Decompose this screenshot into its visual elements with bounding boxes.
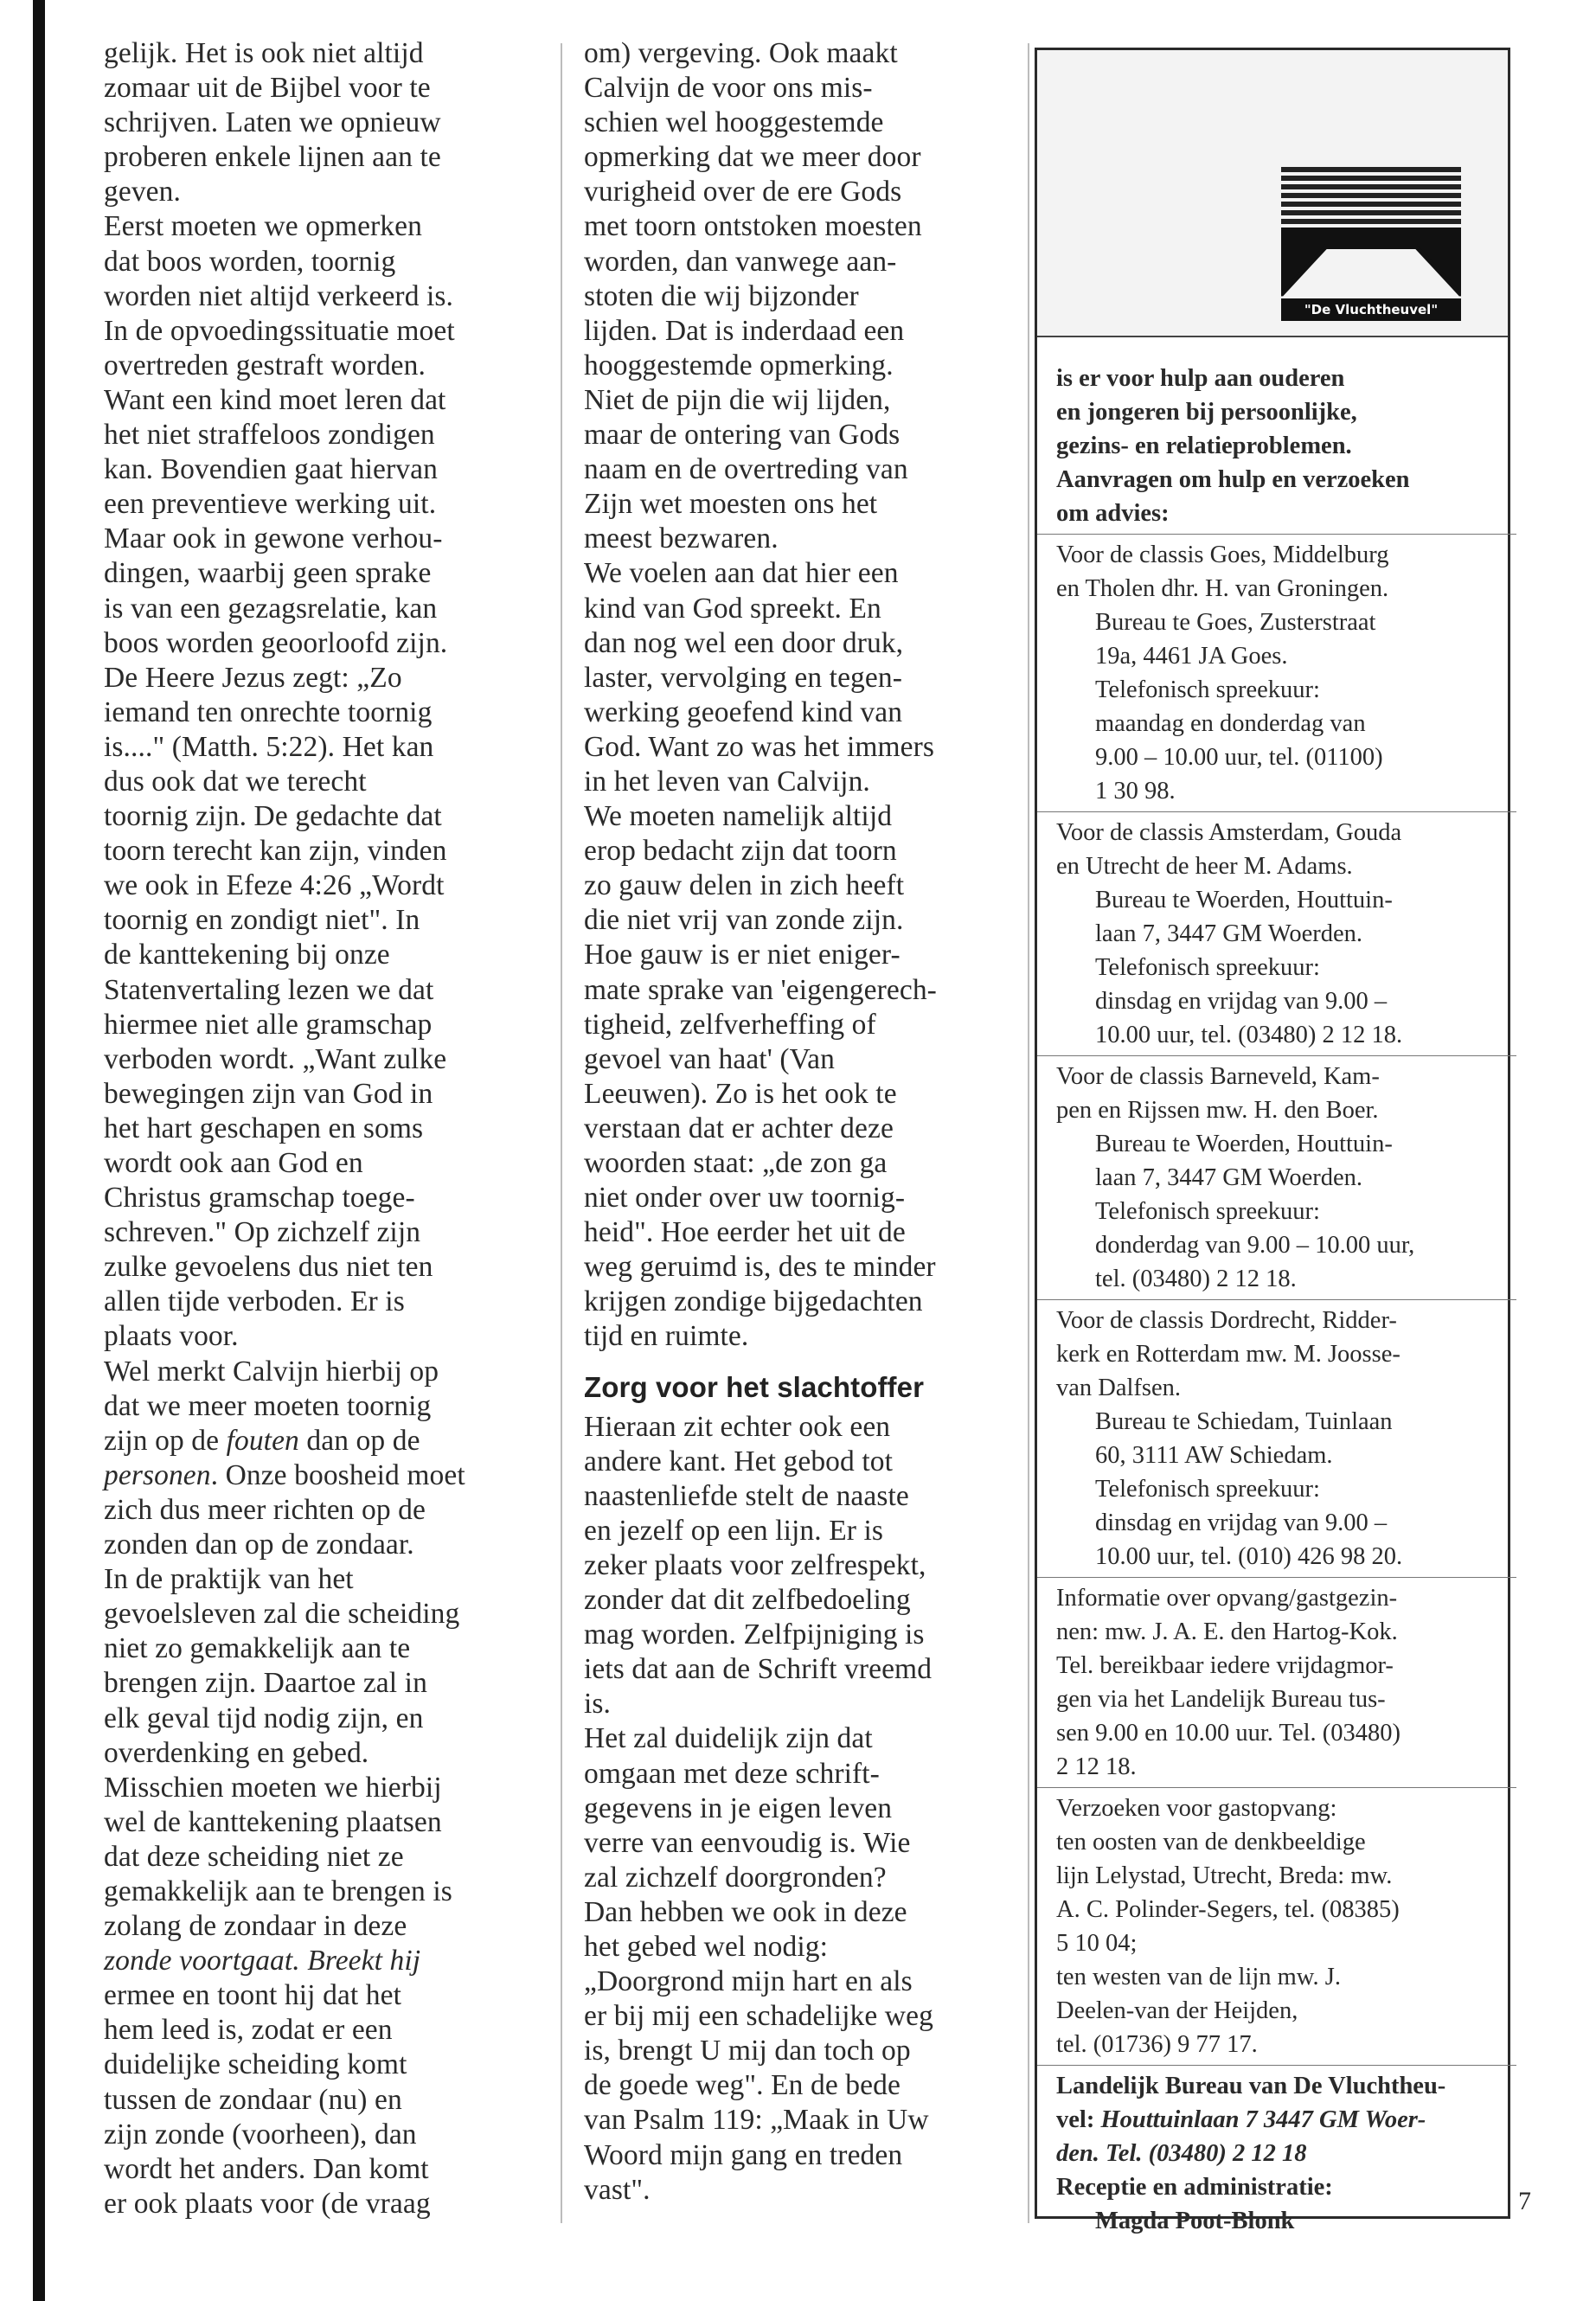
guest-line: 5 10 04; xyxy=(1056,1930,1138,1957)
text-line: niet zo gemakkelijk aan te xyxy=(104,1632,411,1665)
guest-line: A. C. Polinder-Segers, tel. (08385) xyxy=(1056,1896,1400,1923)
info-line: gen via het Landelijk Bureau tus- xyxy=(1056,1686,1386,1713)
text-line: lijden. Dat is inderdaad een xyxy=(584,314,905,347)
classis-goes-detail: maandag en donderdag van xyxy=(1095,710,1366,737)
text-line: we ook in Efeze 4:26 „Wordt xyxy=(104,869,445,902)
text-line: gevoelsleven zal die scheiding xyxy=(104,1598,460,1631)
text-line: hiermee niet alle gramschap xyxy=(104,1008,433,1041)
classis-dordrecht-line: kerk en Rotterdam mw. M. Joosse- xyxy=(1056,1341,1401,1368)
text-line: schien wel hooggestemde xyxy=(584,106,884,139)
text-line: gegevens in je eigen leven xyxy=(584,1791,893,1824)
classis-amsterdam-detail: dinsdag en vrijdag van 9.00 – xyxy=(1095,988,1388,1015)
sidebar-divider xyxy=(1037,1055,1516,1056)
info-line: Tel. bereikbaar iedere vrijdagmor- xyxy=(1056,1652,1394,1679)
text-line: schrijven. Laten we opnieuw xyxy=(104,106,441,139)
text-line: maar de ontering van Gods xyxy=(584,419,901,452)
text-line: Het zal duidelijk zijn dat xyxy=(584,1722,873,1755)
text-line: en jezelf op een lijn. Er is xyxy=(584,1514,884,1547)
text-line: laster, vervolging en tegen- xyxy=(584,661,902,694)
guest-line: lijn Lelystad, Utrecht, Breda: mw. xyxy=(1056,1862,1393,1889)
classis-amsterdam-line: en Utrecht de heer M. Adams. xyxy=(1056,853,1353,880)
text-line: zo gauw delen in zich heeft xyxy=(584,869,905,902)
text-line: iemand ten onrechte toornig xyxy=(104,695,433,728)
classis-goes-line: en Tholen dhr. H. van Groningen. xyxy=(1056,575,1389,602)
text-line: verre van eenvoudig is. Wie xyxy=(584,1826,911,1859)
text-line: Niet de pijn die wij lijden, xyxy=(584,383,891,416)
column-divider xyxy=(561,43,562,2223)
text-line: overtreden gestraft worden. xyxy=(104,349,426,381)
classis-dordrecht-detail: 60, 3111 AW Schiedam. xyxy=(1095,1442,1333,1469)
text-line: wel de kanttekening plaatsen xyxy=(104,1805,442,1838)
classis-barneveld-detail: tel. (03480) 2 12 18. xyxy=(1095,1266,1297,1292)
text-line: zomaar uit de Bijbel voor te xyxy=(104,72,431,105)
text-line: tussen de zondaar (nu) en xyxy=(104,2083,402,2116)
text-line: werking geoefend kind van xyxy=(584,695,903,728)
text-line: Statenvertaling lezen we dat xyxy=(104,973,434,1006)
classis-goes-detail: Telefonisch spreekuur: xyxy=(1095,676,1320,703)
text-line: dat boos worden, toornig xyxy=(104,245,396,278)
sidebar-divider xyxy=(1037,1787,1516,1788)
text-line: Leeuwen). Zo is het ook te xyxy=(584,1077,897,1110)
text-line: met toorn ontstoken moesten xyxy=(584,210,922,243)
text-line: meest bezwaren. xyxy=(584,522,779,555)
text-line: tijd en ruimte. xyxy=(584,1320,749,1353)
classis-barneveld-line: pen en Rijssen mw. H. den Boer. xyxy=(1056,1097,1379,1124)
logo-panel xyxy=(1037,50,1508,337)
text-line: De Heere Jezus zegt: „Zo xyxy=(104,661,402,694)
text-line: mate sprake van 'eigengerech- xyxy=(584,973,937,1006)
text-line: de kanttekening bij onze xyxy=(104,939,390,971)
text-line: hem leed is, zodat er een xyxy=(104,2014,393,2047)
guest-line: Deelen-van der Heijden, xyxy=(1056,1997,1298,2024)
classis-goes-detail: 1 30 98. xyxy=(1095,778,1176,804)
article-column-2 xyxy=(584,36,1016,2208)
sidebar-divider xyxy=(1037,811,1516,812)
text-line: dat we meer moeten toornig xyxy=(104,1389,432,1422)
sidebar-divider xyxy=(1037,1577,1516,1578)
text-line: Hoe gauw is er niet eniger- xyxy=(584,939,901,971)
text-line: Wel merkt Calvijn hierbij op xyxy=(104,1355,439,1388)
text-line: dat deze scheiding niet ze xyxy=(104,1840,404,1873)
text-line: er bij mij een schadelijke weg xyxy=(584,2000,933,2033)
logo-label: "De Vluchtheuvel" xyxy=(1281,298,1461,321)
text-line: om) vergeving. Ook maakt xyxy=(584,37,898,69)
text-line: omgaan met deze schrift- xyxy=(584,1757,880,1790)
guest-line: tel. (01736) 9 77 17. xyxy=(1056,2031,1258,2058)
classis-amsterdam-line: Voor de classis Amsterdam, Gouda xyxy=(1056,819,1402,846)
text-line: In de opvoedingssituatie moet xyxy=(104,314,455,347)
text-line: worden, dan vanwege aan- xyxy=(584,245,897,278)
text-line: kan. Bovendien gaat hiervan xyxy=(104,453,438,486)
text-line: naastenliefde stelt de naaste xyxy=(584,1479,909,1512)
text-line: gevoel van haat' (Van xyxy=(584,1042,835,1075)
text-line: schreven." Op zichzelf zijn xyxy=(104,1216,421,1249)
text-line: Misschien moeten we hierbij xyxy=(104,1771,442,1804)
text-line: een preventieve werking uit. xyxy=(104,488,437,521)
text-line: dan nog wel een door druk, xyxy=(584,626,904,659)
text-line: iets dat aan de Schrift vreemd xyxy=(584,1653,933,1686)
text-line: toorn terecht kan zijn, vinden xyxy=(104,835,447,868)
classis-dordrecht-line: van Dalfsen. xyxy=(1056,1375,1182,1401)
text-line: zich dus meer richten op de xyxy=(104,1493,426,1526)
text-line: worden niet altijd verkeerd is. xyxy=(104,279,454,312)
text-line: Zijn wet moesten ons het xyxy=(584,488,878,521)
text-line: zonder dat dit zelfbedoeling xyxy=(584,1584,911,1617)
reception-name: Magda Poot-Blonk xyxy=(1095,2208,1295,2234)
bureau-line: den. Tel. (03480) 2 12 18 xyxy=(1056,2140,1307,2167)
text-line: dus ook dat we terecht xyxy=(104,765,367,798)
classis-dordrecht-detail: 10.00 uur, tel. (010) 426 98 20. xyxy=(1095,1543,1403,1570)
text-line: zijn op de fouten dan op de xyxy=(104,1424,420,1457)
text-line: is...." (Matth. 5:22). Het kan xyxy=(104,730,434,763)
text-line: Calvijn de voor ons mis- xyxy=(584,72,873,105)
text-line: We moeten namelijk altijd xyxy=(584,800,893,833)
text-line: wordt het anders. Dan komt xyxy=(104,2152,429,2185)
text-line: We voelen aan dat hier een xyxy=(584,557,899,590)
sidebar-intro-line: gezins- en relatieproblemen. xyxy=(1056,433,1352,459)
guest-line: Verzoeken voor gastopvang: xyxy=(1056,1795,1337,1822)
text-line: niet onder over uw toornig- xyxy=(584,1182,906,1215)
text-line: elk geval tijd nodig zijn, en xyxy=(104,1702,424,1734)
text-line: is van een gezagsrelatie, kan xyxy=(104,592,438,625)
sidebar-request-line: Aanvragen om hulp en verzoeken xyxy=(1056,466,1410,493)
info-line: sen 9.00 en 10.00 uur. Tel. (03480) xyxy=(1056,1720,1401,1747)
text-line: Eerst moeten we opmerken xyxy=(104,210,422,243)
text-line: hooggestemde opmerking. xyxy=(584,349,894,381)
classis-dordrecht-line: Voor de classis Dordrecht, Ridder- xyxy=(1056,1307,1397,1334)
text-line: verboden wordt. „Want zulke xyxy=(104,1042,447,1075)
text-line: van Psalm 119: „Maak in Uw xyxy=(584,2104,929,2137)
classis-goes-detail: Bureau te Goes, Zusterstraat xyxy=(1095,609,1376,636)
text-line: boos worden geoorloofd zijn. xyxy=(104,626,448,659)
text-line: dingen, waarbij geen sprake xyxy=(104,557,432,590)
classis-amsterdam-detail: Bureau te Woerden, Houttuin- xyxy=(1095,887,1393,913)
hill-icon xyxy=(1281,167,1461,297)
classis-dordrecht-detail: dinsdag en vrijdag van 9.00 – xyxy=(1095,1509,1388,1536)
text-line: Want een kind moet leren dat xyxy=(104,383,446,416)
text-line: bewegingen zijn van God in xyxy=(104,1077,433,1110)
text-line: Christus gramschap toege- xyxy=(104,1182,415,1215)
text-line: zolang de zondaar in deze xyxy=(104,1910,407,1943)
text-line: is, brengt U mij dan toch op xyxy=(584,2035,911,2067)
vluchtheuvel-info-box xyxy=(1035,48,1510,2234)
text-line: Maar ook in gewone verhou- xyxy=(104,522,443,555)
classis-dordrecht-detail: Telefonisch spreekuur: xyxy=(1095,1476,1320,1503)
text-line: Dan hebben we ook in deze xyxy=(584,1895,907,1928)
text-line: Hieraan zit echter ook een xyxy=(584,1410,891,1443)
sidebar-divider xyxy=(1037,534,1516,535)
sidebar-request-line: om advies: xyxy=(1056,500,1170,527)
text-line: zulke gevoelens dus niet ten xyxy=(104,1251,433,1284)
subheading: Zorg voor het slachtoffer xyxy=(584,1370,925,1403)
guest-line: ten westen van de lijn mw. J. xyxy=(1056,1964,1342,1990)
text-line: in het leven van Calvijn. xyxy=(584,765,870,798)
classis-goes-detail: 19a, 4461 JA Goes. xyxy=(1095,643,1288,670)
text-line: woorden staat: „de zon ga xyxy=(584,1147,888,1179)
text-line: vast". xyxy=(584,2173,651,2206)
classis-goes-detail: 9.00 – 10.00 uur, tel. (01100) xyxy=(1095,744,1383,771)
classis-barneveld-line: Voor de classis Barneveld, Kam- xyxy=(1056,1063,1380,1090)
info-line: nen: mw. J. A. E. den Hartog-Kok. xyxy=(1056,1618,1398,1645)
classis-barneveld-detail: laan 7, 3447 GM Woerden. xyxy=(1095,1164,1363,1191)
text-line: zonden dan op de zondaar. xyxy=(104,1529,414,1561)
text-line: andere kant. Het gebod tot xyxy=(584,1445,894,1477)
text-line: opmerking dat we meer door xyxy=(584,141,921,174)
sidebar-divider xyxy=(1037,2065,1516,2066)
classis-goes-line: Voor de classis Goes, Middelburg xyxy=(1056,542,1389,568)
text-line: zonde voortgaat. Breekt hij xyxy=(104,1945,421,1977)
text-line: het hart geschapen en soms xyxy=(104,1112,424,1144)
text-line: zijn zonde (voorheen), dan xyxy=(104,2118,417,2150)
classis-dordrecht-detail: Bureau te Schiedam, Tuinlaan xyxy=(1095,1408,1393,1435)
text-line: zeker plaats voor zelfrespekt, xyxy=(584,1548,926,1581)
text-line: het niet straffeloos zondigen xyxy=(104,419,435,452)
article-column-2-part-2 xyxy=(584,1410,1016,2208)
info-line: Informatie over opvang/gastgezin- xyxy=(1056,1585,1398,1612)
text-line: er ook plaats voor (de vraag xyxy=(104,2187,431,2220)
text-line: personen. Onze boosheid moet xyxy=(104,1458,465,1491)
sidebar-intro-line: en jongeren bij persoonlijke, xyxy=(1056,399,1357,426)
column-divider xyxy=(1028,43,1029,2223)
text-line: Woord mijn gang en treden xyxy=(584,2138,903,2171)
text-line: weg geruimd is, des te minder xyxy=(584,1251,936,1284)
sidebar-divider xyxy=(1037,1299,1516,1300)
vluchtheuvel-logo xyxy=(1281,167,1461,323)
text-line: stoten die wij bijzonder xyxy=(584,279,859,312)
text-line: erop bedacht zijn dat toorn xyxy=(584,835,897,868)
classis-barneveld-detail: Telefonisch spreekuur: xyxy=(1095,1198,1320,1225)
text-line: allen tijde verboden. Er is xyxy=(104,1285,405,1318)
text-line: toornig en zondigt niet". In xyxy=(104,904,420,937)
text-line: vurigheid over de ere Gods xyxy=(584,176,902,208)
reception-label: Receptie en administratie: xyxy=(1056,2174,1333,2201)
text-line: duidelijke scheiding komt xyxy=(104,2048,407,2081)
text-line: is. xyxy=(584,1688,612,1721)
text-line: mag worden. Zelfpijniging is xyxy=(584,1618,925,1651)
text-line: zal zichzelf doorgronden? xyxy=(584,1861,887,1894)
text-line: heid". Hoe eerder het uit de xyxy=(584,1216,906,1249)
text-line: naam en de overtreding van xyxy=(584,453,908,486)
page-number: 7 xyxy=(1518,2187,1531,2215)
classis-barneveld-detail: Bureau te Woerden, Houttuin- xyxy=(1095,1131,1393,1157)
text-line: tigheid, zelfverheffing of xyxy=(584,1008,876,1041)
text-line: brengen zijn. Daartoe zal in xyxy=(104,1667,427,1700)
guest-line: ten oosten van de denkbeeldige xyxy=(1056,1829,1366,1856)
text-line: proberen enkele lijnen aan te xyxy=(104,141,441,174)
text-line: gemakkelijk aan te brengen is xyxy=(104,1875,452,1907)
text-line: krijgen zondige bijgedachten xyxy=(584,1285,923,1318)
text-line: die niet vrij van zonde zijn. xyxy=(584,904,904,937)
bureau-line: Landelijk Bureau van De Vluchtheu- xyxy=(1056,2073,1446,2099)
text-line: plaats voor. xyxy=(104,1320,239,1353)
text-line: In de praktijk van het xyxy=(104,1563,354,1596)
text-line: overdenking en gebed. xyxy=(104,1736,369,1769)
text-line: kind van God spreekt. En xyxy=(584,592,881,625)
text-line: verstaan dat er achter deze xyxy=(584,1112,894,1144)
classis-amsterdam-detail: 10.00 uur, tel. (03480) 2 12 18. xyxy=(1095,1022,1403,1048)
text-line: de goede weg". En de bede xyxy=(584,2069,901,2102)
text-line: het gebed wel nodig: xyxy=(584,1930,829,1963)
text-line: geven. xyxy=(104,176,181,208)
classis-amsterdam-detail: Telefonisch spreekuur: xyxy=(1095,954,1320,981)
text-line: God. Want zo was het immers xyxy=(584,730,935,763)
page-binding-edge xyxy=(33,0,45,2301)
text-line: „Doorgrond mijn hart en als xyxy=(584,1965,913,1998)
bureau-line: vel: Houttuinlaan 7 3447 GM Woer- xyxy=(1056,2106,1426,2133)
sidebar-text xyxy=(1056,362,1497,2238)
classis-amsterdam-detail: laan 7, 3447 GM Woerden. xyxy=(1095,920,1363,947)
classis-barneveld-detail: donderdag van 9.00 – 10.00 uur, xyxy=(1095,1232,1415,1259)
info-line: 2 12 18. xyxy=(1056,1753,1137,1780)
text-line: gelijk. Het is ook niet altijd xyxy=(104,37,424,69)
article-column-2-part-1 xyxy=(584,36,1016,1355)
text-line: wordt ook aan God en xyxy=(104,1147,363,1179)
sidebar-intro-line: is er voor hulp aan ouderen xyxy=(1056,365,1345,392)
text-line: toornig zijn. De gedachte dat xyxy=(104,800,442,833)
article-column-1 xyxy=(104,36,536,2221)
text-line: ermee en toont hij dat het xyxy=(104,1979,401,2012)
